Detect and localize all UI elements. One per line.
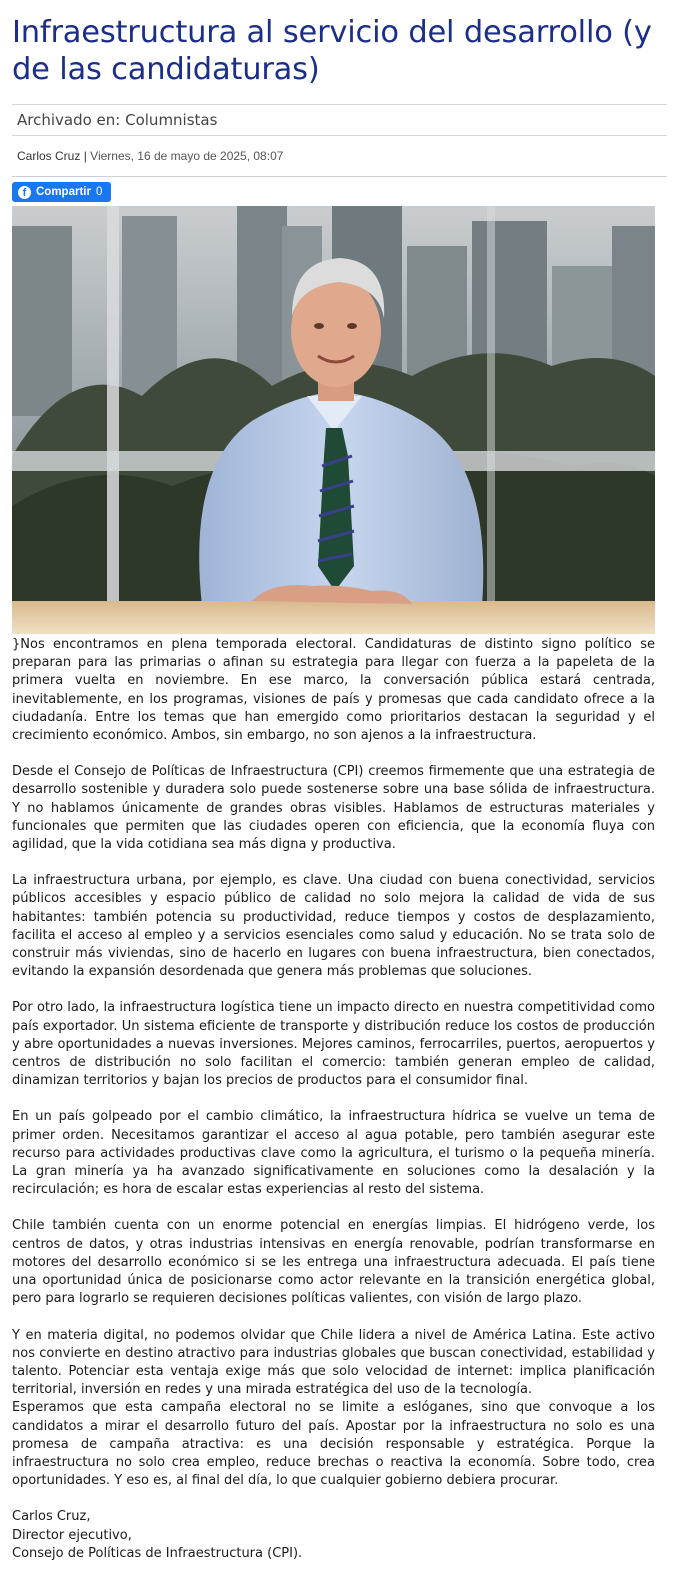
article-photo <box>12 206 655 634</box>
paragraph: Por otro lado, la infraestructura logística tiene un impacto directo en nuestra competitividad como país exportador. Un sistema eficiente de transporte y distribución reduce los costos de producción y abre oportunidades a nuevas inversiones. Mejores caminos, ferrocarriles, puertos, aeropuertos y centros de distribución no solo facilitan el comercio: también generan empleo de calidad, dinamizan territorios y bajan los precios de productos para el consumidor final. <box>12 1000 655 1089</box>
author-name[interactable]: Carlos Cruz <box>17 149 81 163</box>
article-title: Infraestructura al servicio del desarrollo (y de las candidaturas) <box>12 15 652 87</box>
signature <box>12 1508 655 1563</box>
publish-date: Viernes, 16 de mayo de 2025, 08:07 <box>90 149 284 163</box>
signature-role: Director ejecutivo, <box>12 1527 132 1543</box>
paragraph: Y en materia digital, no podemos olvidar que Chile lidera a nivel de América Latina. Este activo nos convierte en destino atractivo para industrias globales que buscan conectividad, estabilidad y talento. Potenciar esta ventaja exige más que solo velocidad de internet: implica planificación territorial, inversión en redes y una mirada estratégica del uso de la tecnología. <box>12 1327 655 1398</box>
archive-label[interactable]: Archivado en: Columnistas <box>17 111 218 129</box>
share-count: 0 <box>95 186 103 198</box>
byline-separator: | <box>80 149 91 163</box>
paragraph: La infraestructura urbana, por ejemplo, es clave. Una ciudad con buena conectividad, servicios públicos accesibles y espacio público de calidad no solo mejora la calidad de vida de sus habitantes: también potencia su productividad, reduce tiempos y costos de desplazamiento, facilita el acceso al empleo y a servicios esenciales como salud y educación. No se trata solo de construir más viviendas, sino de hacerlo en lugares con buena infraestructura, bien conectados, evitando la expansión desordenada que genera más problemas que soluciones. <box>12 873 655 980</box>
signature-name: Carlos Cruz, <box>12 1509 91 1525</box>
facebook-share-button[interactable] <box>12 182 111 202</box>
paragraph: En un país golpeado por el cambio climático, la infraestructura hídrica se vuelve un tema de primer orden. Necesitamos garantizar el acceso al agua potable, pero también asegurar este recurso para actividades productivas clave como la agricultura, el turismo o la pequeña minería. La gran minería ya ha avanzado significativamente en soluciones como la desalación y la recirculación; es hora de escalar estas experiencias al resto del sistema. <box>12 1109 655 1198</box>
signature-org: Consejo de Políticas de Infraestructura (CPI). <box>12 1545 303 1561</box>
byline <box>12 136 667 177</box>
archive-bar <box>12 104 667 136</box>
paragraph: Chile también cuenta con un enorme potencial en energías limpias. El hidrógeno verde, los centros de datos, y otras industrias intensivas en energía renovable, podrían transformarse en motores del desarrollo económico si se les entrega una infraestructura adecuada. El país tiene una oportunidad única de posicionarse como actor relevante en la transición energética global, pero para lograrlo se requieren decisiones políticas valientes, con visión de largo plazo. <box>12 1218 655 1307</box>
paragraph: Esperamos que esta campaña electoral no se limite a eslóganes, sino que convoque a los candidatos a mirar el desarrollo futuro del país. Apostar por la infraestructura no solo es una promesa de campaña atractiva: es una decisión responsable y estratégica. Porque la infraestructura no solo crea empleo, reduce brechas o reactiva la economía. Sobre todo, crea oportunidades. Y eso es, al final del día, lo que cualquier gobierno debiera procurar. <box>12 1400 655 1489</box>
article-body <box>12 636 655 1563</box>
share-label: Compartir <box>36 186 91 198</box>
paragraph: Desde el Consejo de Políticas de Infraestructura (CPI) creemos firmemente que una estrategia de desarrollo sostenible y duradera solo puede sostenerse sobre una base sólida de infraestructura. Y no hablamos únicamente de grandes obras visibles. Hablamos de estructuras materiales y funcionales que permiten que las ciudades operen con eficiencia, que la economía fluya con agilidad, que la vida cotidiana sea más digna y productiva. <box>12 764 655 853</box>
paragraph: }Nos encontramos en plena temporada electoral. Candidaturas de distinto signo político se preparan para las primarias o afinan su estrategia para llegar con fuerza a la papeleta de la primera vuelta en noviembre. En ese marco, la conversación pública estará centrada, inevitablemente, en los programas, visiones de país y promesas que cada candidato ofrece a la ciudadanía. Entre los temas que han emergido como prioritarios destacan la seguridad y el crecimiento económico. Ambos, sin embargo, no son ajenos a la infraestructura. <box>12 637 655 744</box>
facebook-icon: f <box>18 186 31 199</box>
article <box>12 0 667 1561</box>
